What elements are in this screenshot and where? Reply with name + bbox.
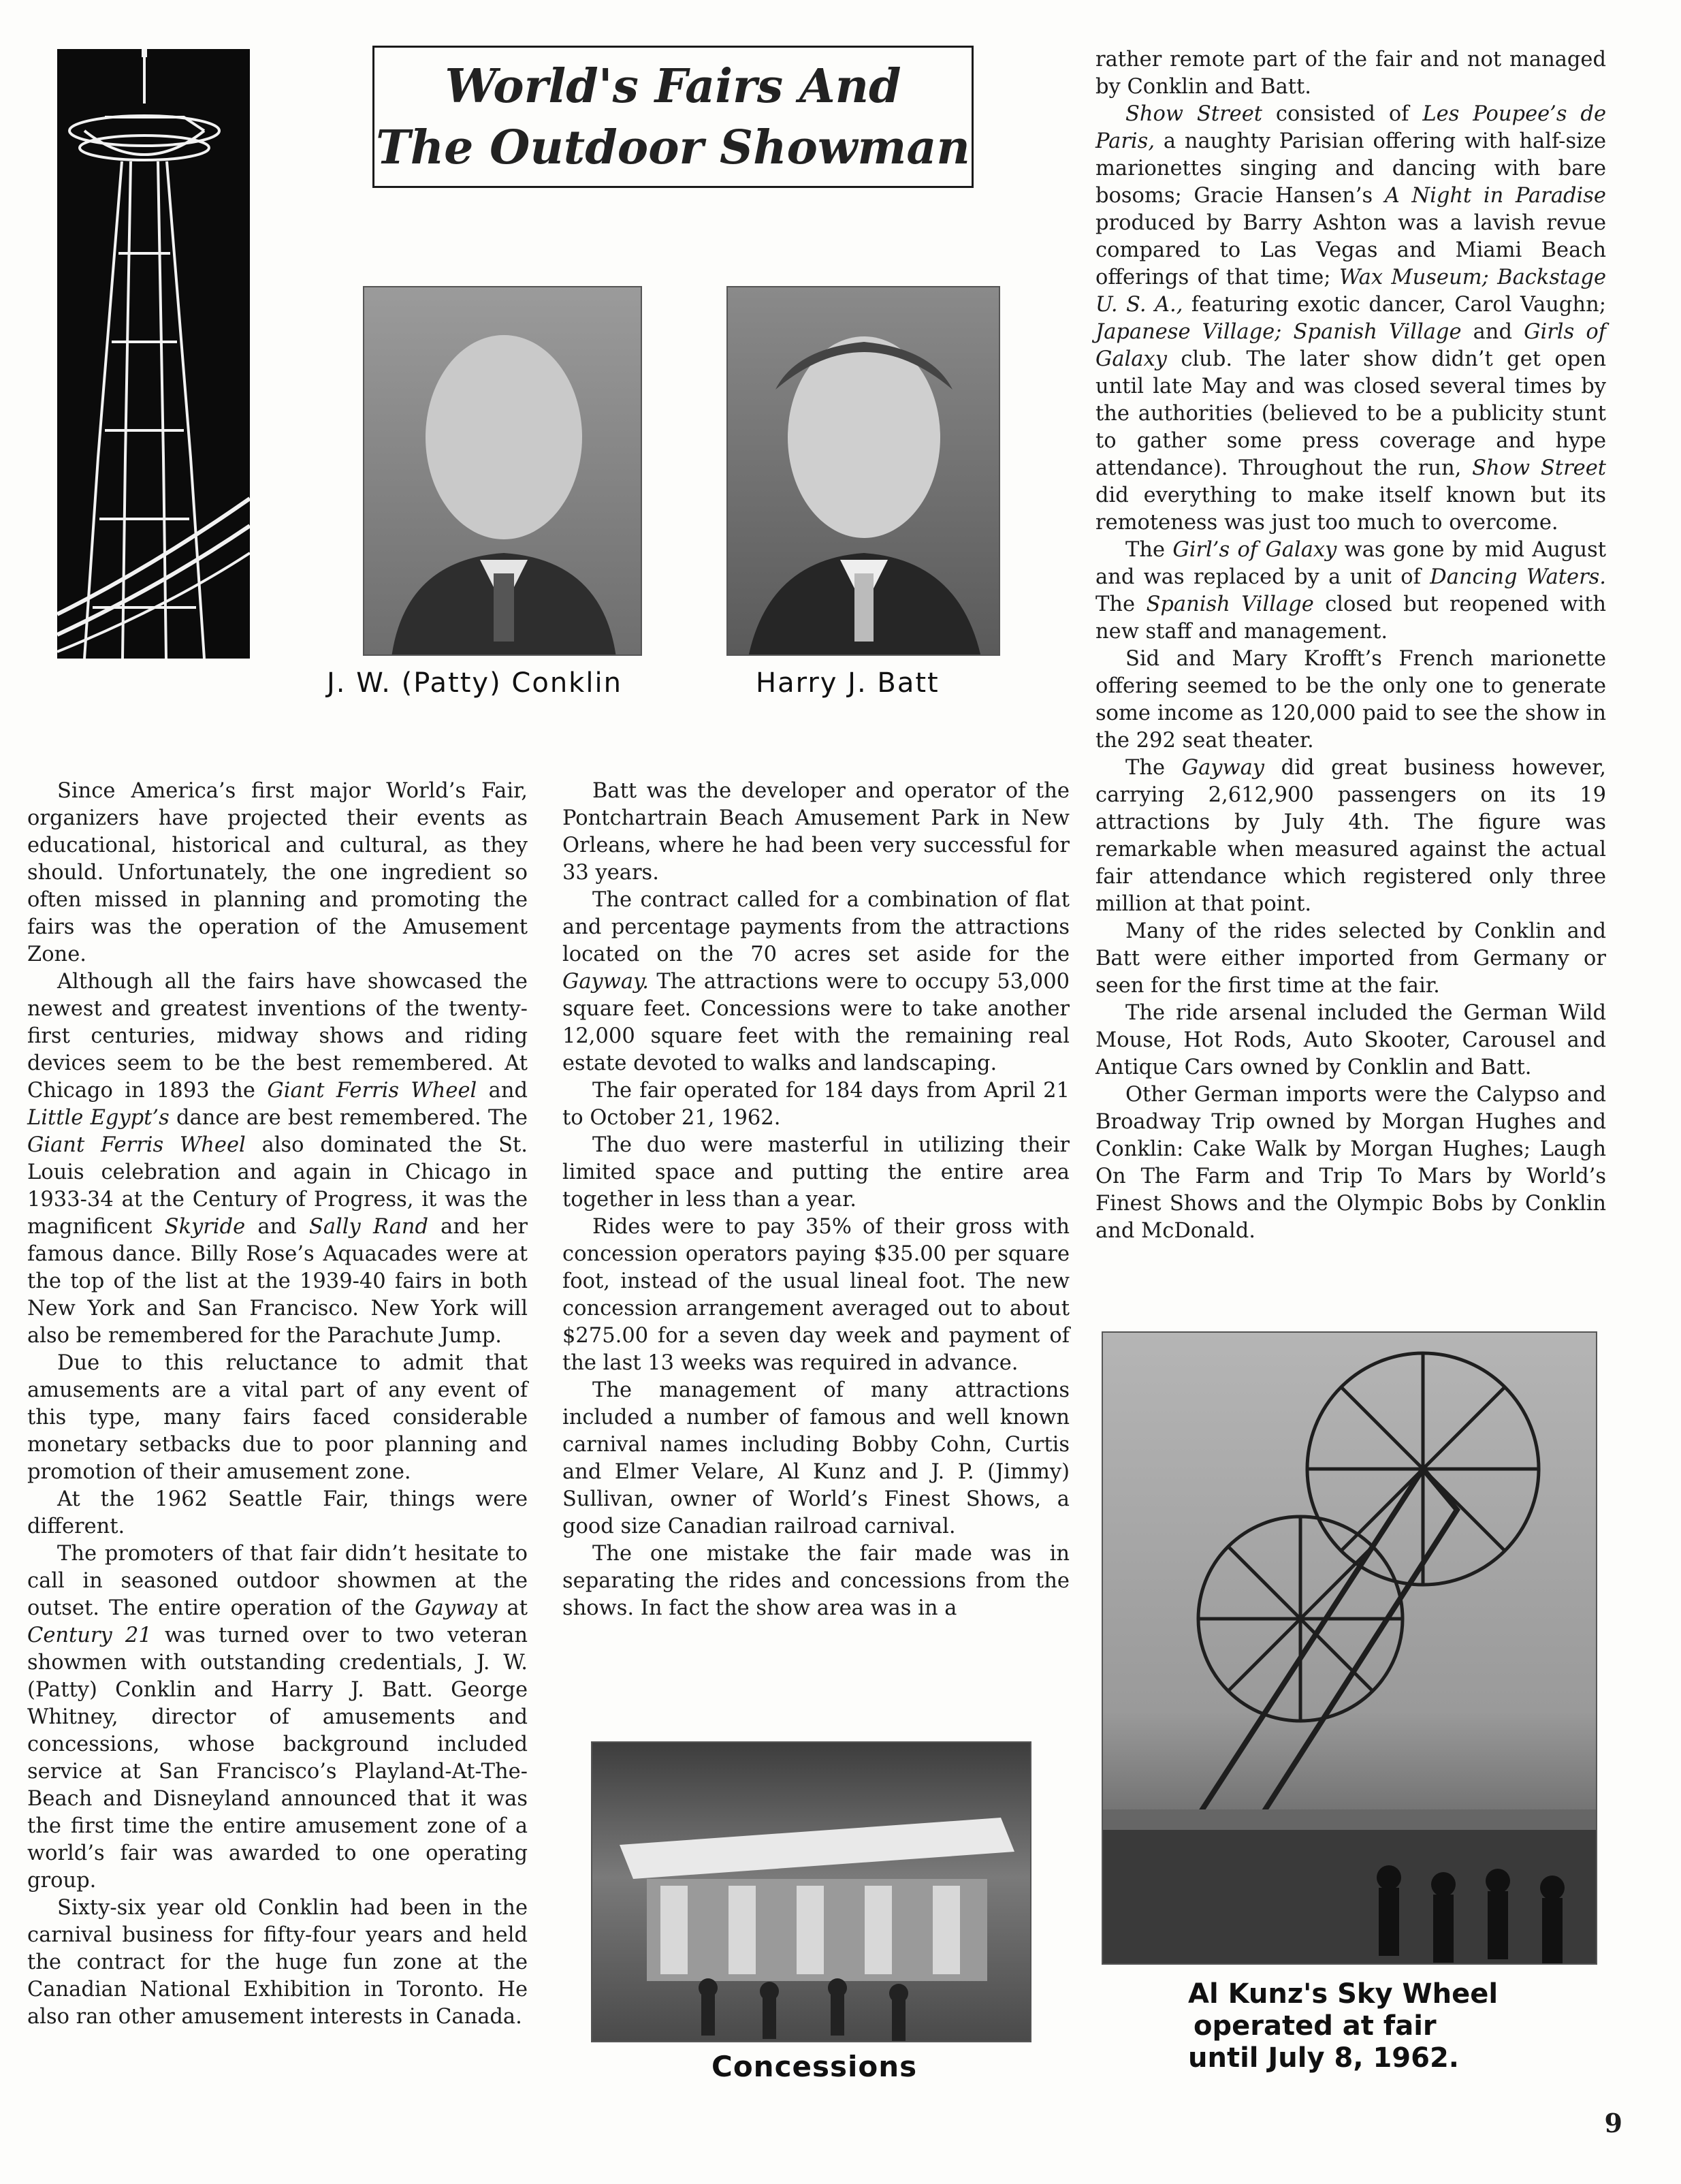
article-column-3 xyxy=(1095,46,1606,1245)
paragraph: The promoters of that fair didn’t hesitate to call in seasoned outdoor showmen at the outset. The entire operation of the Gayway at Century 21 was turned over to two veteran showmen with outstanding credentials, J. W. (Patty) Conklin and Harry J. Batt. George Whitney, director of amusements and concessions, whose background included service at San Francisco’s Playland-At-The-Beach and Disneyland announced that it was the first time the entire amusement zone of a world’s fair was awarded to one operating group. xyxy=(27,1542,528,1893)
conklin-photo xyxy=(363,286,642,656)
paragraph: Although all the fairs have showcased the newest and greatest inventions of the twenty-first centuries, midway shows and riding devices seem to be the best remembered. At Chicago in 1893 the Giant Ferris Wheel and Little Egypt’s dance are best remembered. The Giant Ferris Wheel also dominated the St. Louis celebration and again in Chicago in 1933-34 at the Century of Progress, it was the magnificent Skyride and Sally Rand and her famous dance. Billy Rose’s Aquacades were at the top of the list at the 1939-40 fairs in both New York and San Francisco. New York will also be remembered for the Parachute Jump. xyxy=(27,970,528,1348)
paragraph: The ride arsenal included the German Wild Mouse, Hot Rods, Auto Skooter, Carousel and Antique Cars owned by Conklin and Batt. xyxy=(1095,1001,1606,1079)
paragraph: Sid and Mary Krofft’s French marionette offering seemed to be the only one to generate some income as 120,000 paid to see the show in the 292 seat theater. xyxy=(1095,647,1606,753)
paragraph: The duo were masterful in utilizing their limited space and putting the entire area together in less than a year. xyxy=(562,1133,1070,1212)
paragraph: Other German imports were the Calypso and Broadway Trip owned by Morgan Hughes and Conklin: Cake Walk by Morgan Hughes; Laugh On The Farm and Trip To Mars by World’s Finest Shows and the Olympic Bobs by Conklin and McDonald. xyxy=(1095,1083,1606,1243)
paragraph: rather remote part of the fair and not managed by Conklin and Batt. xyxy=(1095,48,1606,99)
article-title-line1: World's Fairs And xyxy=(445,59,901,114)
paragraph: Batt was the developer and operator of the Pontchartrain Beach Amusement Park in New Orleans, where he had been very successful for 33 years. xyxy=(562,779,1070,885)
paragraph: The one mistake the fair made was in separating the rides and concessions from the shows. In fact the show area was in a xyxy=(562,1542,1070,1620)
paragraph: Since America’s first major World’s Fair, organizers have projected their events as educational, historical and cultural, as they should. Unfortunately, the one ingredient so often missed in planning and promoting the fairs was the operation of the Amusement Zone. xyxy=(27,779,528,966)
ferris-wheel-icon xyxy=(1103,1333,1597,1965)
caption-line: Al Kunz's Sky Wheel xyxy=(1188,1978,1499,2010)
concession-stand-icon xyxy=(592,1743,1031,2042)
paragraph: The management of many attractions included a number of famous and well known carnival names including Bobby Cohn, Curtis and Elmer Velare, Al Kunz and J. P. (Jimmy) Sullivan, owner of World’s Finest Shows, a good size Canadian railroad carnival. xyxy=(562,1378,1070,1538)
article-column-1 xyxy=(27,778,528,2031)
portrait-icon xyxy=(728,287,1000,656)
paragraph: The Gayway did great business however, carrying 2,612,900 passengers on its 19 attractions by July 4th. The figure was remarkable when measured against the actual fair attendance which registered only three million at that point. xyxy=(1095,756,1606,916)
caption-line: operated at fair xyxy=(1194,2010,1437,2042)
space-needle-graphic xyxy=(57,49,250,659)
batt-photo xyxy=(726,286,1000,656)
paragraph: Many of the rides selected by Conklin and Batt were either imported from Germany or seen for the first time at the fair. xyxy=(1095,919,1606,998)
article-column-2 xyxy=(562,778,1070,1622)
conklin-caption: J. W. (Patty) Conklin xyxy=(327,667,622,699)
paragraph: Due to this reluctance to admit that amusements are a vital part of any event of this type, many fairs faced considerable monetary setbacks due to poor planning and promotion of their amusement zone. xyxy=(27,1351,528,1484)
page-number: 9 xyxy=(1604,2108,1622,2138)
article-title-line2: The Outdoor Showman xyxy=(376,120,970,175)
paragraph: At the 1962 Seattle Fair, things were different. xyxy=(27,1487,528,1538)
paragraph: The fair operated for 184 days from April 21 to October 21, 1962. xyxy=(562,1079,1070,1130)
portrait-icon xyxy=(364,287,642,656)
caption-line: until July 8, 1962. xyxy=(1188,2042,1459,2074)
concessions-caption: Concessions xyxy=(711,2050,918,2083)
paragraph: The Girl’s of Galaxy was gone by mid August and was replaced by a unit of Dancing Waters. The Spanish Village closed but reopened with new staff and management. xyxy=(1095,538,1607,644)
paragraph: Rides were to pay 35% of their gross with concession operators paying $35.00 per square foot, instead of the usual lineal foot. The new concession arrangement averaged out to about $275.00 for a seven day week and payment of the last 13 weeks was required in advance. xyxy=(562,1215,1070,1375)
space-needle-icon xyxy=(57,49,250,659)
concessions-photo xyxy=(591,1741,1031,2042)
paragraph: Sixty-six year old Conklin had been in the carnival business for fifty-four years and held the contract for the huge fun zone at the Canadian National Exhibition in Toronto. He also ran other amusement interests in Canada. xyxy=(27,1896,528,2029)
paragraph: Show Street consisted of Les Poupee’s de Paris, a naughty Parisian offering with half-size marionettes singing and dancing with bare bosoms; Gracie Hansen’s A Night in Paradise produced by Barry Ashton was a lavish revue compared to Las Vegas and Miami Beach offerings of that time; Wax Museum; Backstage U. S. A., featuring exotic dancer, Carol Vaughn; Japanese Village; Spanish Village and Girls of Galaxy club. The later show didn’t get open until late May and was closed several times by the authorities (believed to be a publicity stunt to gather some press coverage and hype attendance). Throughout the run, Show Street did everything to make itself known but its remoteness was just too much to overcome. xyxy=(1095,102,1607,535)
sky-wheel-photo xyxy=(1102,1331,1597,1965)
batt-caption: Harry J. Batt xyxy=(756,667,940,699)
paragraph: The contract called for a combination of flat and percentage payments from the attractions located on the 70 acres set aside for the Gayway. The attractions were to occupy 53,000 square feet. Concessions were to take another 12,000 square feet with the remaining real estate devoted to walks and landscaping. xyxy=(562,888,1070,1075)
sky-wheel-caption xyxy=(1188,1978,1498,2074)
article-title xyxy=(372,46,974,188)
